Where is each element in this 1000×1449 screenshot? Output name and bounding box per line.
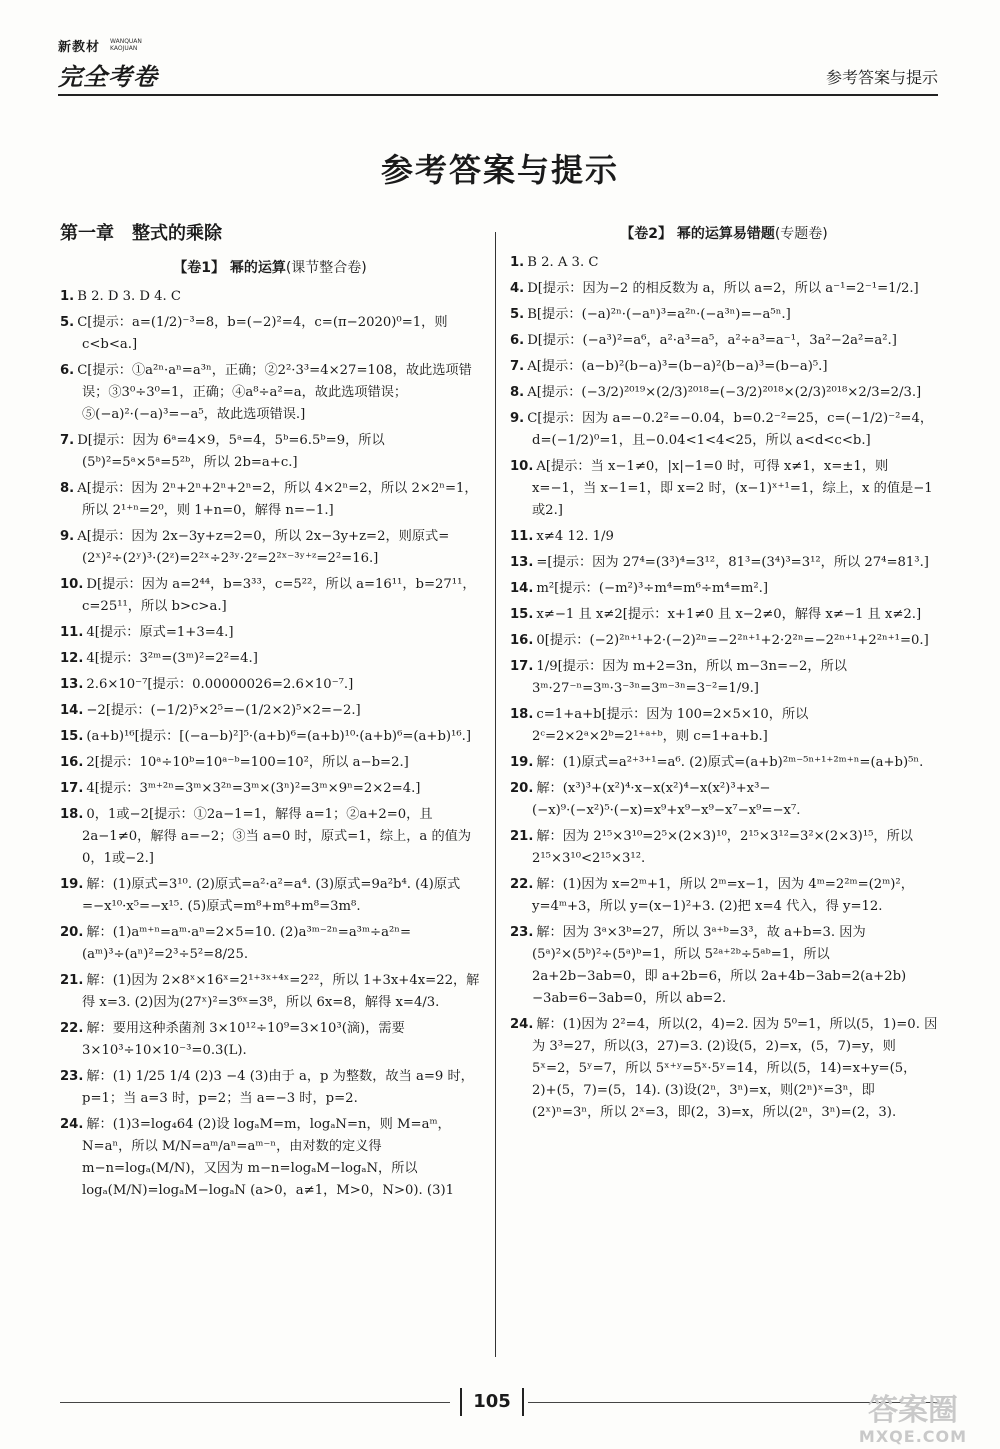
page-header: [58, 32, 938, 96]
answer-item: [510, 382, 938, 404]
brand-small-text: 新教材: [58, 40, 101, 55]
section-heading-1: [60, 256, 480, 280]
answer-text: 解：(1)aᵐ⁺ⁿ=aᵐ·aⁿ=2×5=10. (2)a³ᵐ⁻²ⁿ=a³ᵐ÷a²ⁿ=(aᵐ)³÷(aⁿ)²=2³÷5²=8/25.: [82, 925, 412, 962]
answer-item: [510, 552, 938, 574]
right-column: [510, 220, 938, 1128]
answer-item: [60, 674, 480, 696]
answer-text: 4[提示：3ᵐ⁺²ⁿ=3ᵐ×3²ⁿ=3ᵐ×(3ⁿ)²=3ᵐ×9ⁿ=2×2=4.]: [86, 781, 421, 796]
answer-item: [510, 278, 938, 300]
answer-text: 解：(1)原式=3¹⁰. (2)原式=a²·a²=a⁴. (3)原式=9a²b⁴. (4)原式=−x¹⁰·x⁵=−x¹⁵. (5)原式=m⁸+m⁸+m⁸=3m⁸.: [82, 877, 461, 914]
answer-text: A[提示：因为 2ⁿ+2ⁿ+2ⁿ+2ⁿ=2，所以 4×2ⁿ=2，所以 2×2ⁿ=1，所以 2¹⁺ⁿ=2⁰，则 1+n=0，解得 n=−1.]: [77, 481, 478, 518]
answer-number: 15.: [60, 729, 84, 744]
answer-text: 4[提示：原式=1+3=4.]: [86, 625, 234, 640]
section-title: 幂的运算: [229, 260, 286, 276]
answer-text: B[提示：(−a)²ⁿ·(−aⁿ)³=a²ⁿ·(−a³ⁿ)=−a⁵ⁿ.]: [527, 307, 791, 322]
page-footer: [60, 1388, 938, 1418]
answer-item: [510, 922, 938, 1010]
answer-item: [60, 1114, 480, 1202]
answer-number: 22.: [510, 877, 534, 892]
page-number: 105: [460, 1388, 524, 1416]
watermark-logo: [838, 1395, 988, 1449]
answer-number: 5.: [510, 307, 525, 322]
answer-number: 11.: [60, 625, 84, 640]
answer-list-right: [510, 252, 938, 1124]
answer-text: 解：要用这种杀菌剂 3×10¹²÷10⁹=3×10³(滴)，需要 3×10³÷10×10⁻³=0.3(L).: [82, 1021, 405, 1058]
answer-number: 17.: [510, 659, 534, 674]
header-section-title: 参考答案与提示: [825, 68, 938, 87]
chapter-heading: [60, 220, 480, 248]
answer-number: 13.: [510, 555, 534, 570]
answer-item: [60, 700, 480, 722]
answer-text: 2.6×10⁻⁷[提示：0.00000026=2.6×10⁻⁷.]: [86, 677, 354, 692]
answer-item: [60, 726, 480, 748]
answer-number: 24.: [510, 1017, 534, 1032]
answer-number: 7.: [510, 359, 525, 374]
chapter-number: 第一章: [60, 223, 114, 244]
answer-text: A[提示：(a−b)²(b−a)³=(b−a)²(b−a)³=(b−a)⁵.]: [527, 359, 828, 374]
answer-text: 2[提示：10ᵃ÷10ᵇ=10ᵃ⁻ᵇ=100=10²，所以 a−b=2.]: [86, 755, 409, 770]
answer-item: [510, 704, 938, 748]
answer-number: 9.: [510, 411, 525, 426]
answer-text: 解：因为 3ᵃ×3ᵇ=27，所以 3ᵃ⁺ᵇ=3³，故 a+b=3. 因为(5ᵃ)²×(5ᵇ)²÷(5ᵃ)ᵇ=1，所以 5²ᵃ⁺²ᵇ÷5ᵃᵇ=1，所以 2a+2b−3ab=0，即 a+2b=6，所以 2a+4b−3ab=2(a+2b)−3ab=6−3ab=0，所以 ab=2.: [532, 925, 907, 1006]
answer-text: 4[提示：3²ᵐ=(3ᵐ)²=2²=4.]: [86, 651, 258, 666]
answer-item: [510, 752, 938, 774]
answer-number: 7.: [60, 433, 75, 448]
answer-text: D[提示：因为 6ᵃ=4×9，5ᵃ=4，5ᵇ=6.5ᵇ=9，所以(5ᵇ)²=5ᵃ×5ᵃ=5²ᵇ，所以 2b=a+c.]: [77, 433, 385, 470]
answer-number: 15.: [510, 607, 534, 622]
answer-text: m²[提示：(−m²)³÷m⁴=m⁶÷m⁴=m².]: [536, 581, 768, 596]
answer-text: =[提示：因为 27⁴=(3³)⁴=3¹²，81³=(3⁴)³=3¹²，所以 27⁴=81³.]: [536, 555, 929, 570]
answer-item: [60, 804, 480, 870]
answer-item: [510, 604, 938, 626]
answer-item: [510, 356, 938, 378]
answer-number: 20.: [60, 925, 84, 940]
watermark-text: 答案圈: [868, 1393, 958, 1428]
section-label: 【卷1】: [173, 260, 225, 276]
answer-item: [60, 430, 480, 474]
answer-number: 6.: [510, 333, 525, 348]
answer-item: [510, 874, 938, 918]
column-divider: [495, 232, 496, 1357]
answer-text: 解：(1)因为 x=2ᵐ+1，所以 2ᵐ=x−1，因为 4ᵐ=2²ᵐ=(2ᵐ)²，y=4ᵐ+3，所以 y=(x−1)²+3. (2)把 x=4 代入，得 y=12.: [532, 877, 914, 914]
answer-text: −2[提示：(−1/2)⁵×2⁵=−(1/2×2)⁵×2=−2.]: [86, 703, 361, 718]
answer-number: 23.: [510, 925, 534, 940]
answer-item: [60, 478, 480, 522]
answer-number: 23.: [60, 1069, 84, 1084]
answer-item: [510, 656, 938, 700]
left-column: [60, 220, 480, 1206]
answer-text: B 2. D 3. D 4. C: [77, 289, 182, 304]
answer-text: 解：(1)3=log₄64 (2)设 logₐM=m，logₐN=n，则 M=aᵐ，N=aⁿ，所以 M/N=aᵐ/aⁿ=aᵐ⁻ⁿ，由对数的定义得 m−n=logₐ(M/N)，又因为 m−n=logₐM−logₐN，所以 logₐ(M/N)=logₐM−logₐN (a>0，a≠1，M>0，N>0). (3)1: [82, 1117, 454, 1198]
answer-text: x≠4 12. 1/9: [536, 529, 614, 544]
answer-text: A[提示：因为 2x−3y+z=2=0，所以 2x−3y+z=2，则原式=(2ˣ)²÷(2ʸ)³·(2ᶻ)=2²ˣ÷2³ʸ·2ᶻ=2²ˣ⁻³ʸ⁺ᶻ=2²=16.]: [77, 529, 450, 566]
answer-number: 1.: [510, 255, 525, 270]
brand-sub-text: WANQUAN KAOJUAN: [110, 38, 142, 52]
answer-item: [510, 578, 938, 600]
answer-number: 18.: [60, 807, 84, 822]
answer-text: 0，1或−2[提示：①2a−1=1，解得 a=1；②a+2=0，且 2a−1≠0，解得 a=−2；③当 a=0 时，原式=1，综上，a 的值为 0，1或−2.]: [82, 807, 472, 866]
answer-number: 1.: [60, 289, 75, 304]
page-title: 参考答案与提示: [380, 151, 619, 189]
answer-number: 9.: [60, 529, 75, 544]
section-subtitle: (课节整合卷): [285, 260, 367, 276]
answer-item: [60, 622, 480, 644]
section-label: 【卷2】: [620, 226, 672, 242]
answer-item: [510, 826, 938, 870]
answer-number: 11.: [510, 529, 534, 544]
answer-number: 24.: [60, 1117, 84, 1132]
answer-text: A[提示：(−3/2)²⁰¹⁹×(2/3)²⁰¹⁸=(−3/2)²⁰¹⁸×(2/3)²⁰¹⁸×2/3=2/3.]: [527, 385, 922, 400]
answer-item: [510, 252, 938, 274]
chapter-name: 整式的乘除: [132, 223, 222, 244]
answer-item: [60, 360, 480, 426]
answer-item: [60, 874, 480, 918]
answer-text: 解：(1)因为 2²=4，所以(2，4)=2. 因为 5⁰=1，所以(5，1)=0. 因为 3³=27，所以(3，27)=3. (2)设(5，2)=x，(5，7)=y，则 5ˣ=2，5ʸ=7，所以 5ˣ⁺ʸ=5ˣ·5ʸ=14，所以(5，14)=x+y=(5，2)+(5，7)=(5，14). (3)设(2ⁿ，3ⁿ)=x，则(2ⁿ)ˣ=3ⁿ，即(2ˣ)ⁿ=3ⁿ，所以 2ˣ=3，即(2，3)=x，所以(2ⁿ，3ⁿ)=(2，3).: [532, 1017, 938, 1120]
answer-item: [60, 970, 480, 1014]
answer-item: [510, 330, 938, 352]
answer-number: 19.: [510, 755, 534, 770]
brand-big-text: 完全考卷: [58, 63, 158, 91]
answer-text: D[提示：因为 a=2⁴⁴，b=3³³，c=5²²，所以 a=16¹¹，b=27¹¹，c=25¹¹，所以 b>c>a.]: [82, 577, 476, 614]
answer-number: 5.: [60, 315, 75, 330]
answer-number: 12.: [60, 651, 84, 666]
answer-text: C[提示：①a²ⁿ·aⁿ=a³ⁿ，正确；②2²·3³=4×27=108，故此选项错误；③3⁰÷3⁰=1，正确；④a⁸÷a²=a，故此选项错误；⑤(−a)²·(−a)³=−a⁵，故此选项错误.]: [77, 363, 472, 422]
answer-text: D[提示：(−a³)²=a⁶，a²·a³=a⁵，a²÷a³=a⁻¹，3a²−2a²=a².]: [527, 333, 897, 348]
answer-number: 13.: [60, 677, 84, 692]
answer-number: 17.: [60, 781, 84, 796]
answer-item: [510, 526, 938, 548]
answer-item: [60, 1018, 480, 1062]
answer-number: 18.: [510, 707, 534, 722]
answer-number: 8.: [60, 481, 75, 496]
answer-item: [510, 778, 938, 822]
answer-number: 4.: [510, 281, 525, 296]
answer-item: [60, 574, 480, 618]
answer-item: [510, 1014, 938, 1124]
watermark-url: MXQE.COM: [858, 1427, 968, 1446]
answer-number: 10.: [60, 577, 84, 592]
answer-text: C[提示：因为 a=−0.2²=−0.04，b=0.2⁻²=25，c=(−1/2)⁻²=4，d=(−1/2)⁰=1，且−0.04<1<4<25，所以 a<d<c<b.]: [527, 411, 934, 448]
answer-item: [510, 630, 938, 652]
answer-item: [60, 752, 480, 774]
answer-number: 10.: [510, 459, 534, 474]
answer-number: 22.: [60, 1021, 84, 1036]
answer-number: 8.: [510, 385, 525, 400]
answer-item: [510, 456, 938, 522]
answer-number: 21.: [60, 973, 84, 988]
answer-number: 21.: [510, 829, 534, 844]
answer-text: 解：(x³)³+(x²)⁴·x−x(x²)⁴−x(x²)³+x³−(−x)⁹·(−x²)⁵·(−x)=x⁹+x⁹−x⁹−x⁷−x⁹=−x⁷.: [532, 781, 801, 818]
answer-text: c=1+a+b[提示：因为 100=2×5×10，所以 2ᶜ=2×2ᵃ×2ᵇ=2¹⁺ᵃ⁺ᵇ，则 c=1+a+b.]: [532, 707, 809, 744]
answer-item: [510, 408, 938, 452]
answer-item: [60, 1066, 480, 1110]
answer-text: (a+b)¹⁶[提示：[(−a−b)²]⁵·(a+b)⁶=(a+b)¹⁰·(a+b)⁶=(a+b)¹⁶.]: [86, 729, 471, 744]
answer-item: [60, 778, 480, 800]
answer-text: 1/9[提示：因为 m+2=3n，所以 m−3n=−2，所以 3ᵐ·27⁻ⁿ=3ᵐ·3⁻³ⁿ=3ᵐ⁻³ⁿ=3⁻²=1/9.]: [532, 659, 847, 696]
answer-number: 16.: [60, 755, 84, 770]
section-title: 幂的运算易错题: [676, 226, 775, 242]
answer-list-left: [60, 286, 480, 1202]
answer-text: 解：(1) 1/25 1/4 (2)3 −4 (3)由于 a，p 为整数，故当 a=9 时，p=1；当 a=3 时，p=2；当 a=−3 时，p=2.: [82, 1069, 474, 1106]
answer-item: [60, 922, 480, 966]
answer-text: B 2. A 3. C: [527, 255, 599, 270]
answer-text: D[提示：因为−2 的相反数为 a，所以 a=2，所以 a⁻¹=2⁻¹=1/2.]: [527, 281, 919, 296]
answer-number: 14.: [510, 581, 534, 596]
brand-logo: [58, 36, 158, 92]
answer-number: 16.: [510, 633, 534, 648]
answer-number: 19.: [60, 877, 84, 892]
answer-text: x≠−1 且 x≠2[提示：x+1≠0 且 x−2≠0，解得 x≠−1 且 x≠2.]: [536, 607, 922, 622]
answer-text: A[提示：当 x−1≠0，|x|−1=0 时，可得 x≠1，x=±1，则 x=−1，当 x−1=1，即 x=2 时，(x−1)ˣ⁺¹=1，综上，x 的值是−1或2.]: [532, 459, 933, 518]
answer-text: 解：(1)因为 2×8ˣ×16ˣ=2¹⁺³ˣ⁺⁴ˣ=2²²，所以 1+3x+4x=22，解得 x=3. (2)因为(27ˣ)²=3⁶ˣ=3⁸，所以 6x=8，解得 x=4/3.: [82, 973, 480, 1010]
answer-text: C[提示：a=(1/2)⁻³=8，b=(−2)²=4，c=(π−2020)⁰=1，则 c<b<a.]: [77, 315, 448, 352]
answer-item: [60, 648, 480, 670]
answer-item: [60, 312, 480, 356]
footer-rule-left: [60, 1402, 450, 1403]
answer-text: 0[提示：(−2)²ⁿ⁺¹+2·(−2)²ⁿ=−2²ⁿ⁺¹+2·2²ⁿ=−2²ⁿ⁺¹+2²ⁿ⁺¹=0.]: [536, 633, 929, 648]
answer-item: [60, 286, 480, 308]
answer-text: 解：(1)原式=a²⁺³⁺¹=a⁶. (2)原式=(a+b)²ᵐ⁻⁵ⁿ⁺¹⁺²ᵐ⁺ⁿ=(a+b)⁵ⁿ.: [536, 755, 924, 770]
answer-number: 20.: [510, 781, 534, 796]
answer-item: [510, 304, 938, 326]
answer-text: 解：因为 2¹⁵×3¹⁰=2⁵×(2×3)¹⁰，2¹⁵×3¹²=3²×(2×3)¹⁵，所以 2¹⁵×3¹⁰<2¹⁵×3¹².: [532, 829, 913, 866]
answer-number: 6.: [60, 363, 75, 378]
answer-number: 14.: [60, 703, 84, 718]
section-subtitle: (专题卷): [774, 226, 828, 242]
section-heading-2: [510, 222, 938, 246]
answer-item: [60, 526, 480, 570]
